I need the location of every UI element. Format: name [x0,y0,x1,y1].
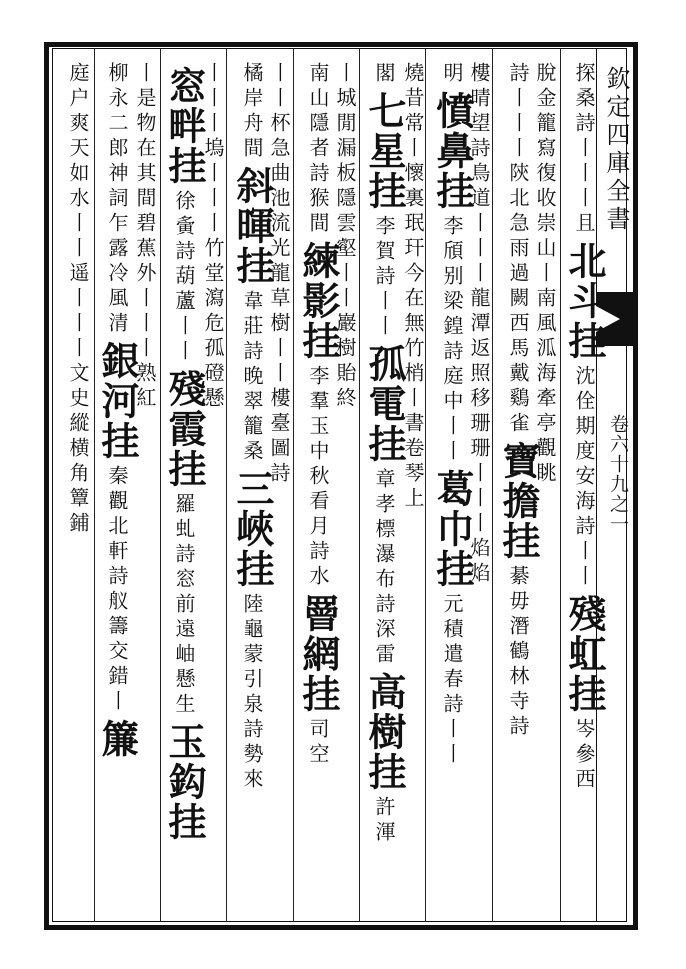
annotation-text: 竹梢丨書卷琴上 [401,337,425,512]
headword: 窓畔挂 [162,66,207,186]
annotation-text: 橘岸舟間 [240,62,264,162]
headword: 練影挂 [296,241,341,361]
annotation-text: 崇山丨南風泒海牽 [533,212,557,412]
annotation-text: 羅虬詩窓前遠岫懸生 [172,493,196,718]
headword: 玉鈎挂 [162,722,207,842]
column-rule [359,48,360,922]
annotation-text: 司空 [306,718,330,768]
headword: 孤電挂 [362,344,407,464]
text-column [95,62,140,912]
headword: 銀河挂 [95,341,140,461]
text-column [335,62,355,912]
text-column [496,62,541,912]
annotation-text: 柳永二郎神詞乍露冷風清 [105,62,129,337]
column-rule [293,48,294,922]
annotation-text: 閣 [372,62,396,87]
annotation-text: 韋莊詩晚翠籠桑 [240,290,264,465]
headword: 三峽挂 [230,469,275,589]
annotation-text: 丨丨丨 [201,62,225,137]
text-column [362,62,407,912]
annotation-text: 丨城閒漏板 [333,62,357,187]
column-rule [492,48,493,922]
headword: 罾網挂 [296,594,341,714]
annotation-text: 庭户爽天如水丨丨遥丨 [66,62,90,312]
annotation-text: 光龍草樹丨丨樓臺 [267,237,291,437]
column-rule [226,48,227,922]
text-column [296,62,341,912]
annotation-text: 詩丨丨丨陝北急雨過闕西馬戴鷄雀 [506,62,530,437]
annotation-text: 丨是物在其間 [133,62,157,212]
annotation-text: 塢丨丨丨竹堂 [201,137,225,287]
annotation-text: 元積遣春詩丨丨 [440,593,464,768]
annotation-text: 丨丨文史縱横角簟鋪 [66,312,90,537]
volume-label: 卷六十九之一 [607,414,629,534]
annotation-text: 明 [440,62,464,87]
annotation-text: 綦毋潛鶴林寺詩 [506,565,530,740]
annotation-text: 陸龜蒙引泉詩勢來 [240,593,264,793]
annotation-text: 李賀詩丨丨 [372,215,396,340]
headword: 七星挂 [362,91,407,211]
annotation-text: 南山隱者詩猴間 [306,62,330,237]
text-column [430,62,475,912]
annotation-text: 許渾 [372,796,396,846]
column-rule [160,48,161,922]
annotation-text: 沈佺期度安海詩丨丨 [572,365,596,590]
text-column [135,62,155,912]
headword: 高樹挂 [362,672,407,792]
annotation-text: 章孝標瀑布詩深雷 [372,468,396,668]
headword: 殘霞挂 [162,369,207,489]
column-rule [94,48,95,922]
annotation-text: 樓晴望詩鳥道丨丨丨龍潭返照移 [467,62,491,412]
annotation-text: 岑參西 [572,718,596,793]
annotation-text: 燒 [401,62,425,87]
annotation-text: 瀉危孤磴懸 [201,287,225,412]
book-title: 欽定四庫全書 [602,66,630,234]
annotation-text: 李羣玉中秋看月詩水 [306,365,330,590]
annotation-text: 圖詩 [267,437,291,487]
annotation-text: 李頎别梁鍠詩庭中丨丨 [440,215,464,465]
text-column [562,62,607,912]
headword: 寶擔挂 [496,441,541,561]
column-rule [425,48,426,922]
annotation-text: 亭觀眺 [533,412,557,487]
annotation-text: 丨丨杯急曲池流 [267,62,291,237]
annotation-text: 碧蕉外丨丨丨熟紅 [133,212,157,412]
annotation-text: 隱雲壑丨丨巖樹 [333,187,357,362]
headword: 簾 [95,719,140,759]
headword: 北斗挂 [562,241,607,361]
annotation-text: 珊珊丨丨丨焰焰 [467,412,491,587]
headword: 殘虹挂 [562,594,607,714]
text-column [162,62,207,912]
annotation-text: 昔常丨懷裏珉玕今在無 [401,87,425,337]
headword: 憤鼻挂 [430,91,475,211]
headword: 斜暉挂 [230,166,275,286]
annotation-text: 脫金籠寫復收 [533,62,557,212]
text-column [230,62,275,912]
annotation-text: 探桑詩丨丨丨且 [572,62,596,237]
headword: 葛巾挂 [430,469,475,589]
annotation-text: 貽終 [333,362,357,412]
text-column [68,62,88,912]
annotation-text: 徐夤詩葫蘆丨丨 [172,190,196,365]
annotation-text: 秦觀北軒詩舣籌交錯丨 [105,465,129,715]
column-rule [560,48,561,922]
